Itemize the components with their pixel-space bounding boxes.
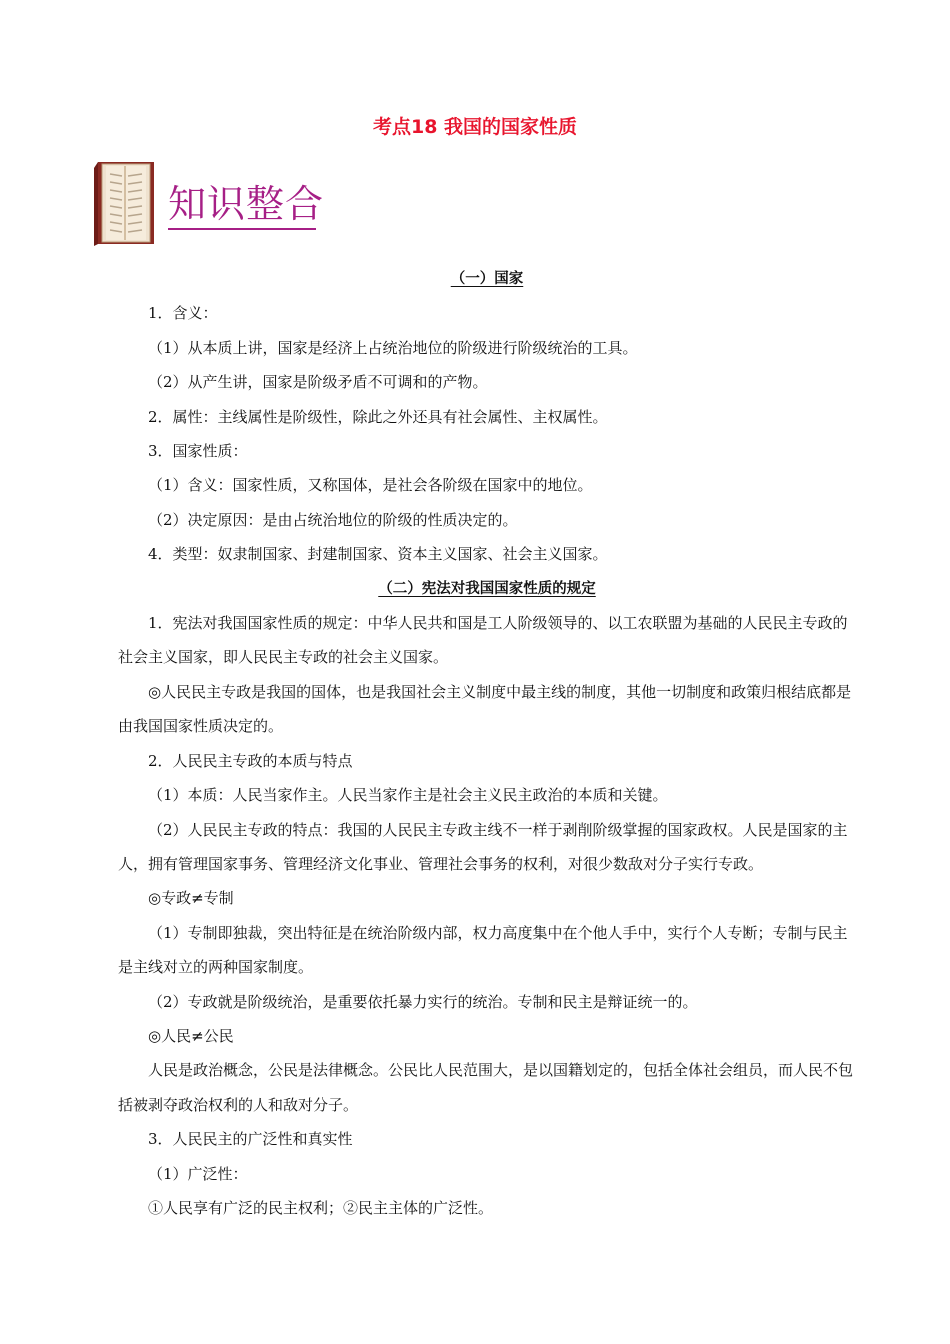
paragraph: 4．类型：奴隶制国家、封建制国家、资本主义国家、社会主义国家。: [148, 545, 608, 564]
paragraph: （2）专政就是阶级统治，是重要依托暴力实行的统治。专制和民主是辩证统一的。: [148, 992, 698, 1011]
paragraph: （2）人民民主专政的特点：我国的人民民主专政主线不一样于剥削阶级掌握的国家政权。人民是国家的主人，拥有管理国家事务、管理经济文化事业、管理社会事务的权利，对很少数敌对分子实行专政。: [118, 820, 848, 873]
paragraph: ①人民享有广泛的民主权利；②民主主体的广泛性。: [148, 1198, 494, 1217]
paragraph: （2）决定原因：是由占统治地位的阶级的性质决定的。: [148, 510, 518, 529]
paragraph: （1）含义：国家性质，又称国体，是社会各阶级在国家中的地位。: [148, 476, 593, 495]
paragraph: ◎专政≠专制: [148, 889, 234, 908]
paragraph: 2．人民民主专政的本质与特点: [148, 751, 353, 770]
document-body: [118, 262, 856, 1225]
paragraph: （1）专制即独裁，突出特征是在统治阶级内部，权力高度集中在个他人手中，实行个人专断；专制与民主是主线对立的两种国家制度。: [118, 923, 848, 977]
paragraph: 人民是政治概念，公民是法律概念。公民比人民范围大，是以国籍划定的，包括全体社会组员，而人民不包括被剥夺政治权利的人和敌对分子。: [118, 1061, 854, 1114]
banner-underline: [168, 228, 316, 230]
paragraph: 3．国家性质：: [148, 442, 248, 461]
paragraph: （2）从产生讲，国家是阶级矛盾不可调和的产物。: [148, 373, 488, 392]
paragraph: （1）本质：人民当家作主。人民当家作主是社会主义民主政治的本质和关键。: [148, 786, 668, 805]
paragraph: 1．含义：: [148, 304, 218, 323]
banner-label: 知识整合: [168, 182, 325, 226]
paragraph: 3．人民民主的广泛性和真实性: [148, 1130, 353, 1149]
page-title: 考点18 我国的国家性质: [372, 116, 578, 138]
paragraph: ◎人民≠公民: [148, 1026, 234, 1045]
paragraph: （1）从本质上讲，国家是经济上占统治地位的阶级进行阶级统治的工具。: [148, 338, 638, 357]
paragraph: （1）广泛性：: [148, 1164, 248, 1183]
paragraph: 1．宪法对我国国家性质的规定：中华人民共和国是工人阶级领导的、以工农联盟为基础的人民民主专政的社会主义国家，即人民民主专政的社会主义国家。: [118, 614, 848, 667]
knowledge-banner: [92, 158, 332, 248]
paragraph: 2．属性：主线属性是阶级性，除此之外还具有社会属性、主权属性。: [148, 407, 608, 426]
paragraph: ◎人民民主专政是我国的国体，也是我国社会主义制度中最主线的制度，其他一切制度和政策归根结底都是由我国国家性质决定的。: [118, 682, 852, 736]
section-heading: （一）国家: [450, 271, 524, 287]
book-icon: [92, 158, 164, 248]
section-heading: （二）宪法对我国国家性质的规定: [378, 580, 596, 597]
